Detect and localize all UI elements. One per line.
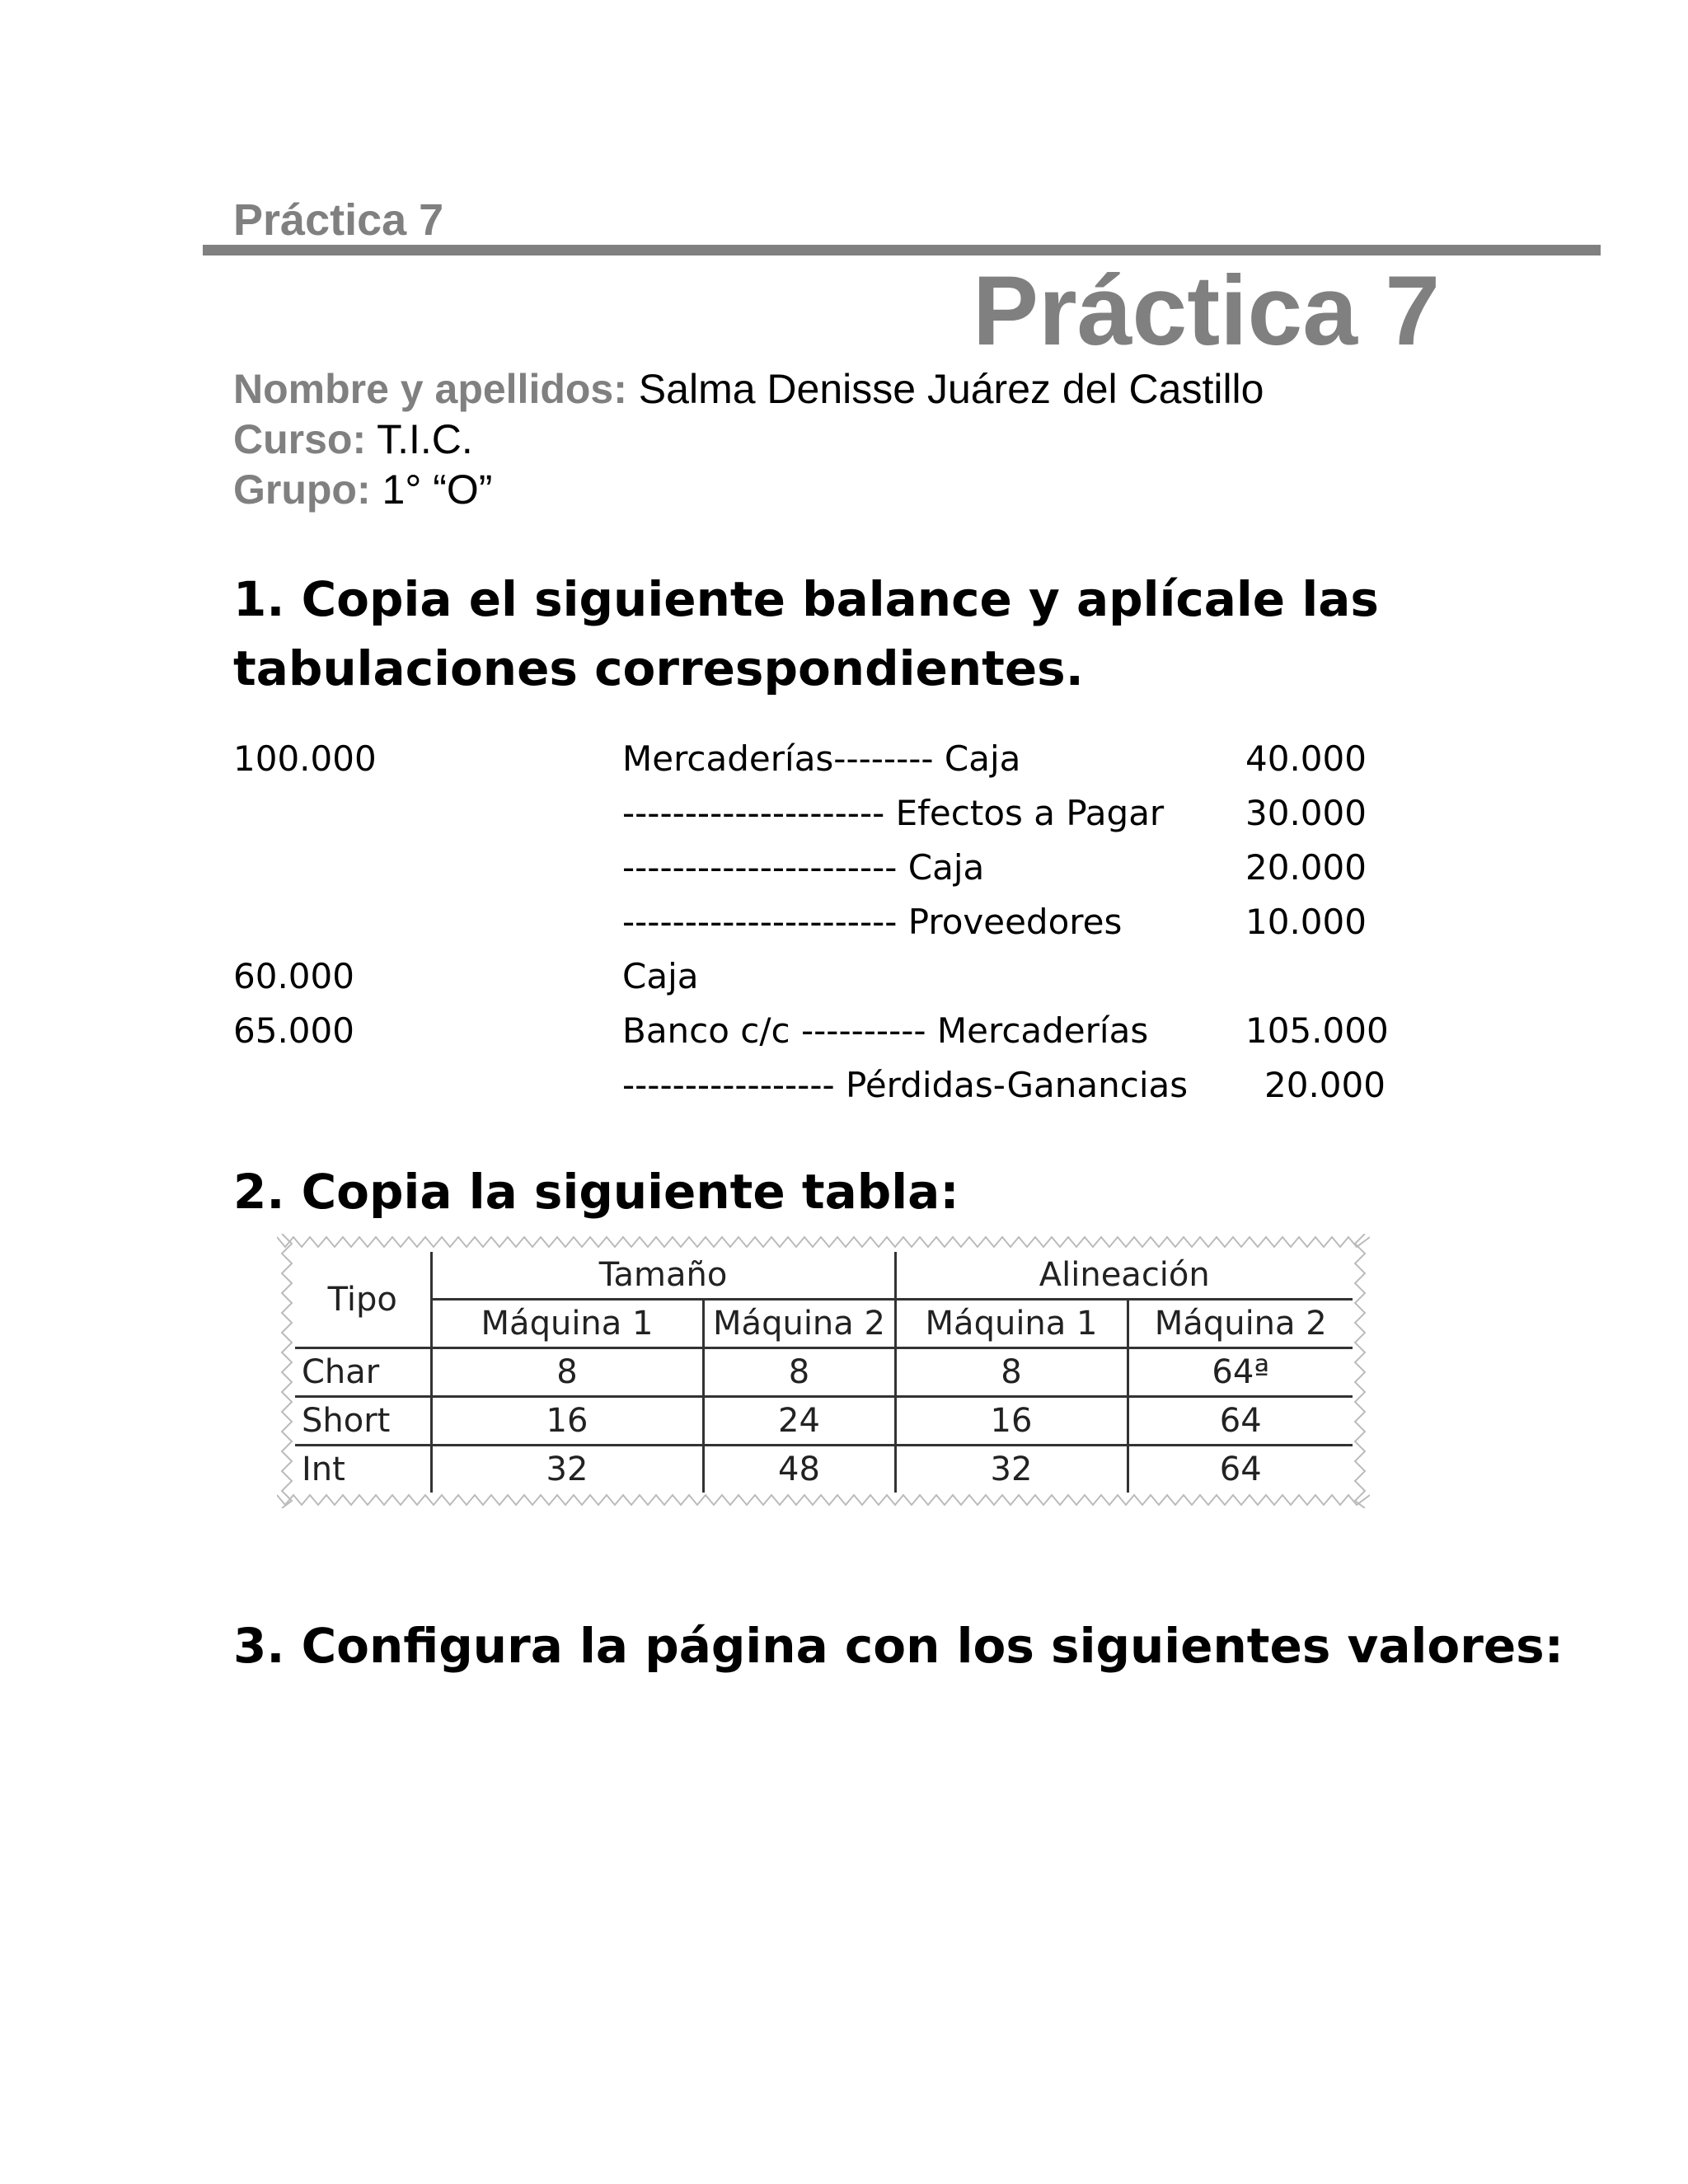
subheader-maquina: Máquina 2 xyxy=(1128,1300,1353,1348)
table-row xyxy=(295,1446,1353,1493)
info-group-line xyxy=(233,466,493,513)
table-cell: 8 xyxy=(895,1348,1128,1397)
balance-left: 60.000 xyxy=(233,956,354,996)
data-table xyxy=(295,1252,1353,1493)
cell-tipo: Char xyxy=(295,1348,431,1397)
group-value: 1° “O” xyxy=(382,466,493,513)
section1-title-line1: 1. Copia el siguiente balance y aplícale las xyxy=(233,571,1379,627)
table-cell: 48 xyxy=(703,1446,895,1493)
section3-title: 3. Configura la página con los siguientes valores: xyxy=(233,1618,1564,1674)
header-tamano: Tamaño xyxy=(431,1252,895,1300)
balance-middle: --------------------- Efectos a Pagar xyxy=(622,793,1165,833)
table-cell: 32 xyxy=(895,1446,1128,1493)
table-row xyxy=(295,1348,1353,1397)
table-row xyxy=(295,1397,1353,1446)
section2-title: 2. Copia la siguiente tabla: xyxy=(233,1164,959,1220)
name-value: Salma Denisse Juárez del Castillo xyxy=(638,366,1264,412)
table-cell: 64 xyxy=(1128,1446,1353,1493)
table-cell: 16 xyxy=(895,1397,1128,1446)
info-course-line xyxy=(233,416,473,462)
balance-middle: ----------------- Pérdidas-Ganancias xyxy=(622,1065,1189,1105)
balance-middle: ---------------------- Caja xyxy=(622,847,985,888)
subheader-maquina: Máquina 1 xyxy=(895,1300,1128,1348)
balance-left: 65.000 xyxy=(233,1010,354,1051)
cell-tipo: Short xyxy=(295,1397,431,1446)
table-cell: 64 xyxy=(1128,1397,1353,1446)
page-title: Práctica 7 xyxy=(973,255,1441,366)
balance-right: 20.000 xyxy=(1245,847,1367,888)
torn-edge-top xyxy=(277,1234,1370,1252)
balance-middle: Mercaderías-------- Caja xyxy=(622,738,1021,779)
name-label: Nombre y apellidos: xyxy=(233,366,627,412)
balance-middle: ---------------------- Proveedores xyxy=(622,902,1123,942)
header-small-title: Práctica 7 xyxy=(233,195,444,245)
torn-edge-bottom xyxy=(277,1490,1370,1508)
section1-title-line2: tabulaciones correspondientes. xyxy=(233,640,1084,696)
balance-right: 40.000 xyxy=(1245,738,1367,779)
balance-middle: Banco c/c ---------- Mercaderías xyxy=(622,1010,1149,1051)
table-cell: 8 xyxy=(431,1348,703,1397)
table-cell: 32 xyxy=(431,1446,703,1493)
course-value: T.I.C. xyxy=(377,416,473,462)
course-label: Curso: xyxy=(233,416,367,462)
subheader-maquina: Máquina 1 xyxy=(431,1300,703,1348)
table-cell: 24 xyxy=(703,1397,895,1446)
header-tipo: Tipo xyxy=(327,1280,397,1319)
balance-middle: Caja xyxy=(622,956,699,996)
header-alineacion: Alineación xyxy=(895,1252,1353,1300)
table-cell: 64ª xyxy=(1128,1348,1353,1397)
balance-right: 20.000 xyxy=(1264,1065,1386,1105)
table-image xyxy=(277,1234,1370,1508)
table-cell: 16 xyxy=(431,1397,703,1446)
group-label: Grupo: xyxy=(233,466,371,513)
balance-left: 100.000 xyxy=(233,738,377,779)
subheader-maquina: Máquina 2 xyxy=(703,1300,895,1348)
cell-tipo: Int xyxy=(302,1451,345,1488)
balance-right: 30.000 xyxy=(1245,793,1367,833)
table-cell: 8 xyxy=(703,1348,895,1397)
info-name-line xyxy=(233,368,1264,410)
balance-right: 105.000 xyxy=(1245,1010,1389,1051)
balance-right: 10.000 xyxy=(1245,902,1367,942)
